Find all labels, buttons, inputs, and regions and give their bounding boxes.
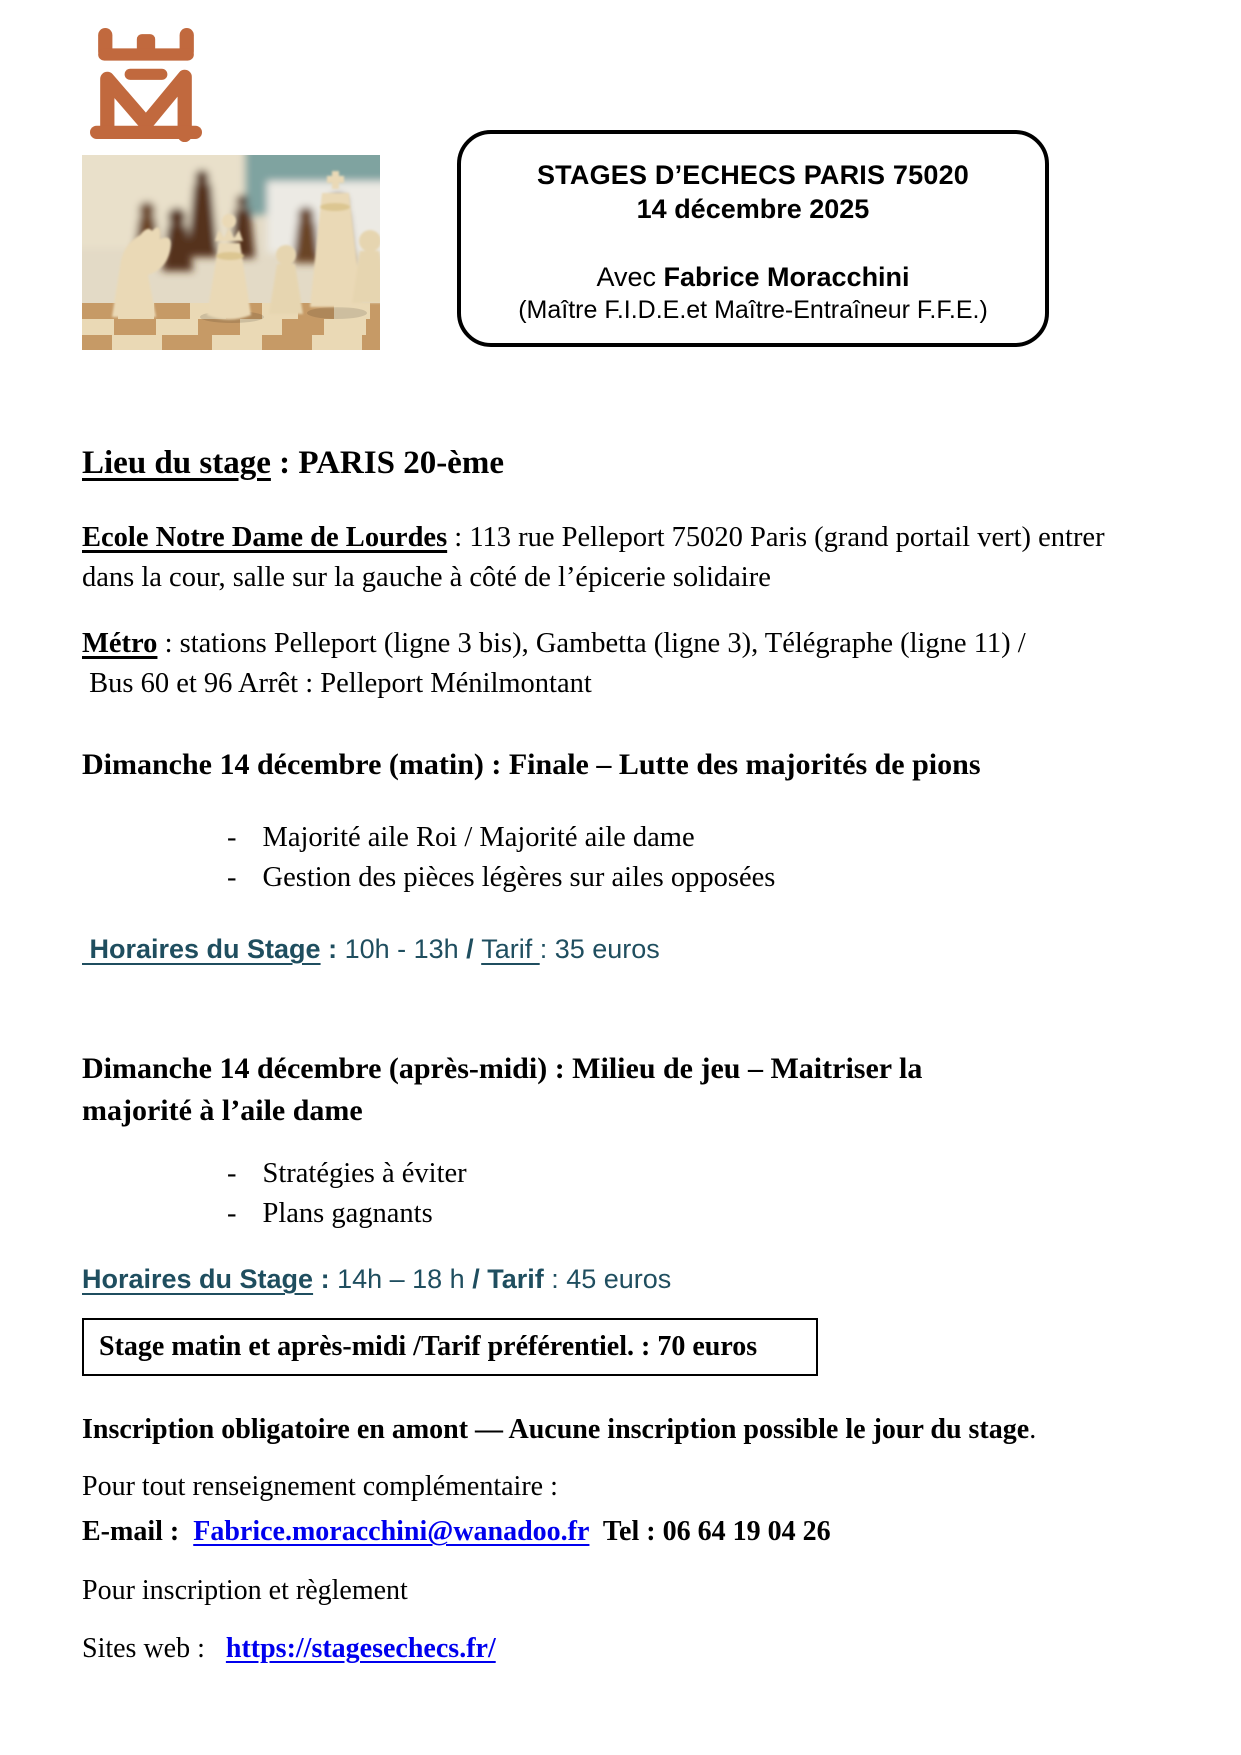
- preferential-price-box: Stage matin et après-midi /Tarif préférentiel. : 70 euros: [82, 1318, 818, 1376]
- location-heading-label: Lieu du stage: [82, 445, 271, 481]
- bullet-dash: -: [227, 822, 237, 853]
- phone-number: Tel : 06 64 19 04 26: [589, 1516, 831, 1547]
- header-box-instructor-line: [471, 262, 1035, 293]
- sites-line: [82, 1633, 1161, 1665]
- metro-paragraph: Métro : stations Pelleport (ligne 3 bis), Gambetta (ligne 3), Télégraphe (ligne 11) / Bus 60 et 96 Arrêt : Pelleport Ménilmontant: [82, 628, 1026, 699]
- morning-session-heading: Dimanche 14 décembre (matin) : Finale – Lutte des majorités de pions: [82, 748, 981, 781]
- morning-schedule-line: Horaires du Stage : 10h - 13h / Tarif : 35 euros: [82, 934, 660, 964]
- morning-session-bullets: [227, 818, 1161, 898]
- with-prefix: Avec: [596, 262, 664, 292]
- header: [82, 25, 1161, 350]
- location-heading-value: PARIS 20-ème: [298, 445, 504, 481]
- header-box-title: STAGES D’ECHECS PARIS 75020: [536, 160, 970, 190]
- school-label: Ecole Notre Dame de Lourdes: [82, 522, 448, 553]
- registration-notice: Inscription obligatoire en amont — Aucune inscription possible le jour du stage.: [82, 1414, 1037, 1445]
- location-heading: Lieu du stage : PARIS 20-ème: [82, 445, 504, 481]
- list-item: - Majorité aile Roi / Majorité aile dame: [227, 818, 1161, 858]
- chess-pieces-photo: [82, 155, 380, 350]
- sites-label: Sites web :: [82, 1633, 226, 1664]
- schedule-label: Horaires du Stage: [82, 934, 321, 964]
- email-line: [82, 1516, 1161, 1548]
- schedule-label: Horaires du Stage: [82, 1264, 314, 1294]
- header-box-credentials: (Maître F.I.D.E.et Maître-Entraîneur F.F.E.): [518, 296, 988, 324]
- email-link[interactable]: Fabrice.moracchini@wanadoo.fr: [193, 1516, 590, 1547]
- list-item: - Plans gagnants: [227, 1194, 1161, 1234]
- bullet-dash: -: [227, 1158, 237, 1189]
- header-box: [457, 130, 1049, 347]
- afternoon-session-bullets: [227, 1154, 1161, 1234]
- tarif-label: / Tarif: [472, 1264, 544, 1294]
- tarif-label: Tarif: [481, 934, 540, 964]
- website-link[interactable]: https://stagesechecs.fr/: [225, 1633, 496, 1664]
- chess-club-logo: [90, 25, 202, 143]
- list-item: - Stratégies à éviter: [227, 1154, 1161, 1194]
- instructor-name: Fabrice Moracchini: [663, 262, 910, 292]
- header-box-date: 14 décembre 2025: [636, 194, 870, 224]
- list-item: - Gestion des pièces légères sur ailes opposées: [227, 858, 1161, 898]
- email-label: E-mail :: [82, 1516, 194, 1547]
- bullet-dash: -: [227, 1198, 237, 1229]
- metro-label: Métro: [82, 628, 158, 659]
- info-line: Pour tout renseignement complémentaire :: [82, 1471, 558, 1502]
- afternoon-session-heading: Dimanche 14 décembre (après-midi) : Milieu de jeu – Maitriser la majorité à l’aile dame: [82, 1052, 923, 1127]
- header-left-column: [82, 25, 382, 350]
- bullet-dash: -: [227, 862, 237, 893]
- afternoon-schedule-line: Horaires du Stage : 14h – 18 h / Tarif : 45 euros: [82, 1264, 672, 1294]
- registration-line: Pour inscription et règlement: [82, 1575, 408, 1606]
- school-paragraph: Ecole Notre Dame de Lourdes : 113 rue Pelleport 75020 Paris (grand portail vert) entrer dans la cour, salle sur la gauche à côté de l’épicerie solidaire: [82, 522, 1105, 593]
